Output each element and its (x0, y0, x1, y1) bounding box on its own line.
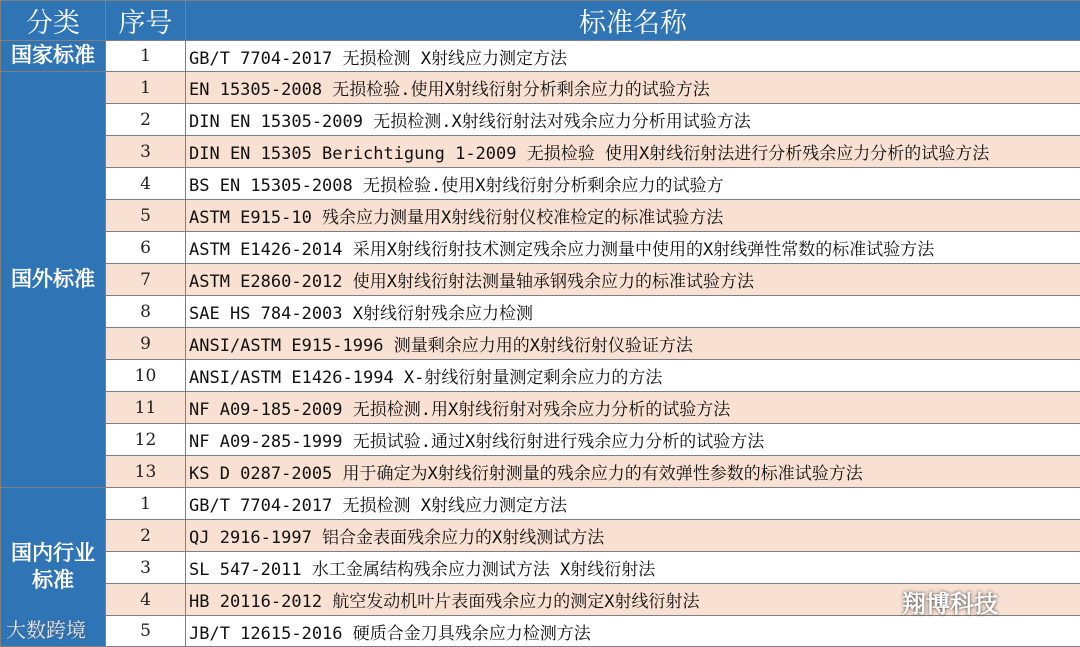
row-number: 6 (106, 232, 186, 264)
standard-name: ANSI/ASTM E1426-1994 X-射线衍射量测定剩余应力的方法 (186, 360, 1080, 392)
table-row (1, 552, 1080, 584)
standard-name: BS EN 15305-2008 无损检验.使用X射线衍射分析剩余应力的试验方 (186, 168, 1080, 200)
row-number: 3 (106, 136, 186, 168)
standard-name: SAE HS 784-2003 X射线衍射残余应力检测 (186, 296, 1080, 328)
standard-name: HB 20116-2012 航空发动机叶片表面残余应力的测定X射线衍射法 (186, 584, 1080, 616)
standard-name: SL 547-2011 水工金属结构残余应力测试方法 X射线衍射法 (186, 552, 1080, 584)
standard-name: ANSI/ASTM E915-1996 测量剩余应力用的X射线衍射仪验证方法 (186, 328, 1080, 360)
standard-name: ASTM E2860-2012 使用X射线衍射法测量轴承钢残余应力的标准试验方法 (186, 264, 1080, 296)
table-row (1, 136, 1080, 168)
row-number: 3 (106, 552, 186, 584)
header-index: 序号 (106, 1, 186, 41)
row-number: 9 (106, 328, 186, 360)
row-number: 13 (106, 456, 186, 488)
row-number: 11 (106, 392, 186, 424)
table-row (1, 104, 1080, 136)
table-row (1, 168, 1080, 200)
standard-name: ASTM E1426-2014 采用X射线衍射技术测定残余应力测量中使用的X射线弹性常数的标准试验方法 (186, 232, 1080, 264)
table-row (1, 488, 1080, 520)
category-cell: 国家标准 (1, 41, 106, 72)
table-row (1, 41, 1080, 72)
row-number: 1 (106, 488, 186, 520)
row-number: 4 (106, 168, 186, 200)
table-row (1, 456, 1080, 488)
table-row (1, 264, 1080, 296)
standard-name: GB/T 7704-2017 无损检测 X射线应力测定方法 (186, 488, 1080, 520)
table-row (1, 328, 1080, 360)
table-row (1, 232, 1080, 264)
row-number: 7 (106, 264, 186, 296)
standard-name: KS D 0287-2005 用于确定为X射线衍射测量的残余应力的有效弹性参数的标准试验方法 (186, 456, 1080, 488)
row-number: 10 (106, 360, 186, 392)
row-number: 1 (106, 72, 186, 104)
row-number: 4 (106, 584, 186, 616)
row-number: 12 (106, 424, 186, 456)
table-row (1, 72, 1080, 104)
row-number: 2 (106, 104, 186, 136)
standard-name: DIN EN 15305-2009 无损检测.X射线衍射法对残余应力分析用试验方法 (186, 104, 1080, 136)
header-row (1, 1, 1080, 41)
watermark-left: 大数跨境 (6, 614, 86, 643)
watermark-right: 翔博科技 (902, 584, 998, 619)
category-cell: 国外标准 (1, 72, 106, 488)
table-row (1, 360, 1080, 392)
standard-name: QJ 2916-1997 铝合金表面残余应力的X射线测试方法 (186, 520, 1080, 552)
row-number: 8 (106, 296, 186, 328)
row-number: 2 (106, 520, 186, 552)
row-number: 5 (106, 200, 186, 232)
standard-name: ASTM E915-10 残余应力测量用X射线衍射仪校准检定的标准试验方法 (186, 200, 1080, 232)
standard-name: GB/T 7704-2017 无损检测 X射线应力测定方法 (186, 41, 1080, 72)
table-row (1, 296, 1080, 328)
standard-name: EN 15305-2008 无损检验.使用X射线衍射分析剩余应力的试验方法 (186, 72, 1080, 104)
table-row (1, 424, 1080, 456)
table-row (1, 392, 1080, 424)
standard-name: DIN EN 15305 Berichtigung 1-2009 无损检验 使用X射线衍射法进行分析残余应力分析的试验方法 (186, 136, 1080, 168)
standard-name: NF A09-185-2009 无损检测.用X射线衍射对残余应力分析的试验方法 (186, 392, 1080, 424)
table-row (1, 520, 1080, 552)
table-row (1, 200, 1080, 232)
standard-name: NF A09-285-1999 无损试验.通过X射线衍射进行残余应力分析的试验方法 (186, 424, 1080, 456)
standard-name: JB/T 12615-2016 硬质合金刀具残余应力检测方法 (186, 616, 1080, 647)
header-name: 标准名称 (186, 1, 1080, 41)
table-row (1, 616, 1080, 647)
row-number: 5 (106, 616, 186, 647)
header-category: 分类 (1, 1, 106, 41)
row-number: 1 (106, 41, 186, 72)
category-cell: 国内行业标准 (1, 488, 106, 647)
